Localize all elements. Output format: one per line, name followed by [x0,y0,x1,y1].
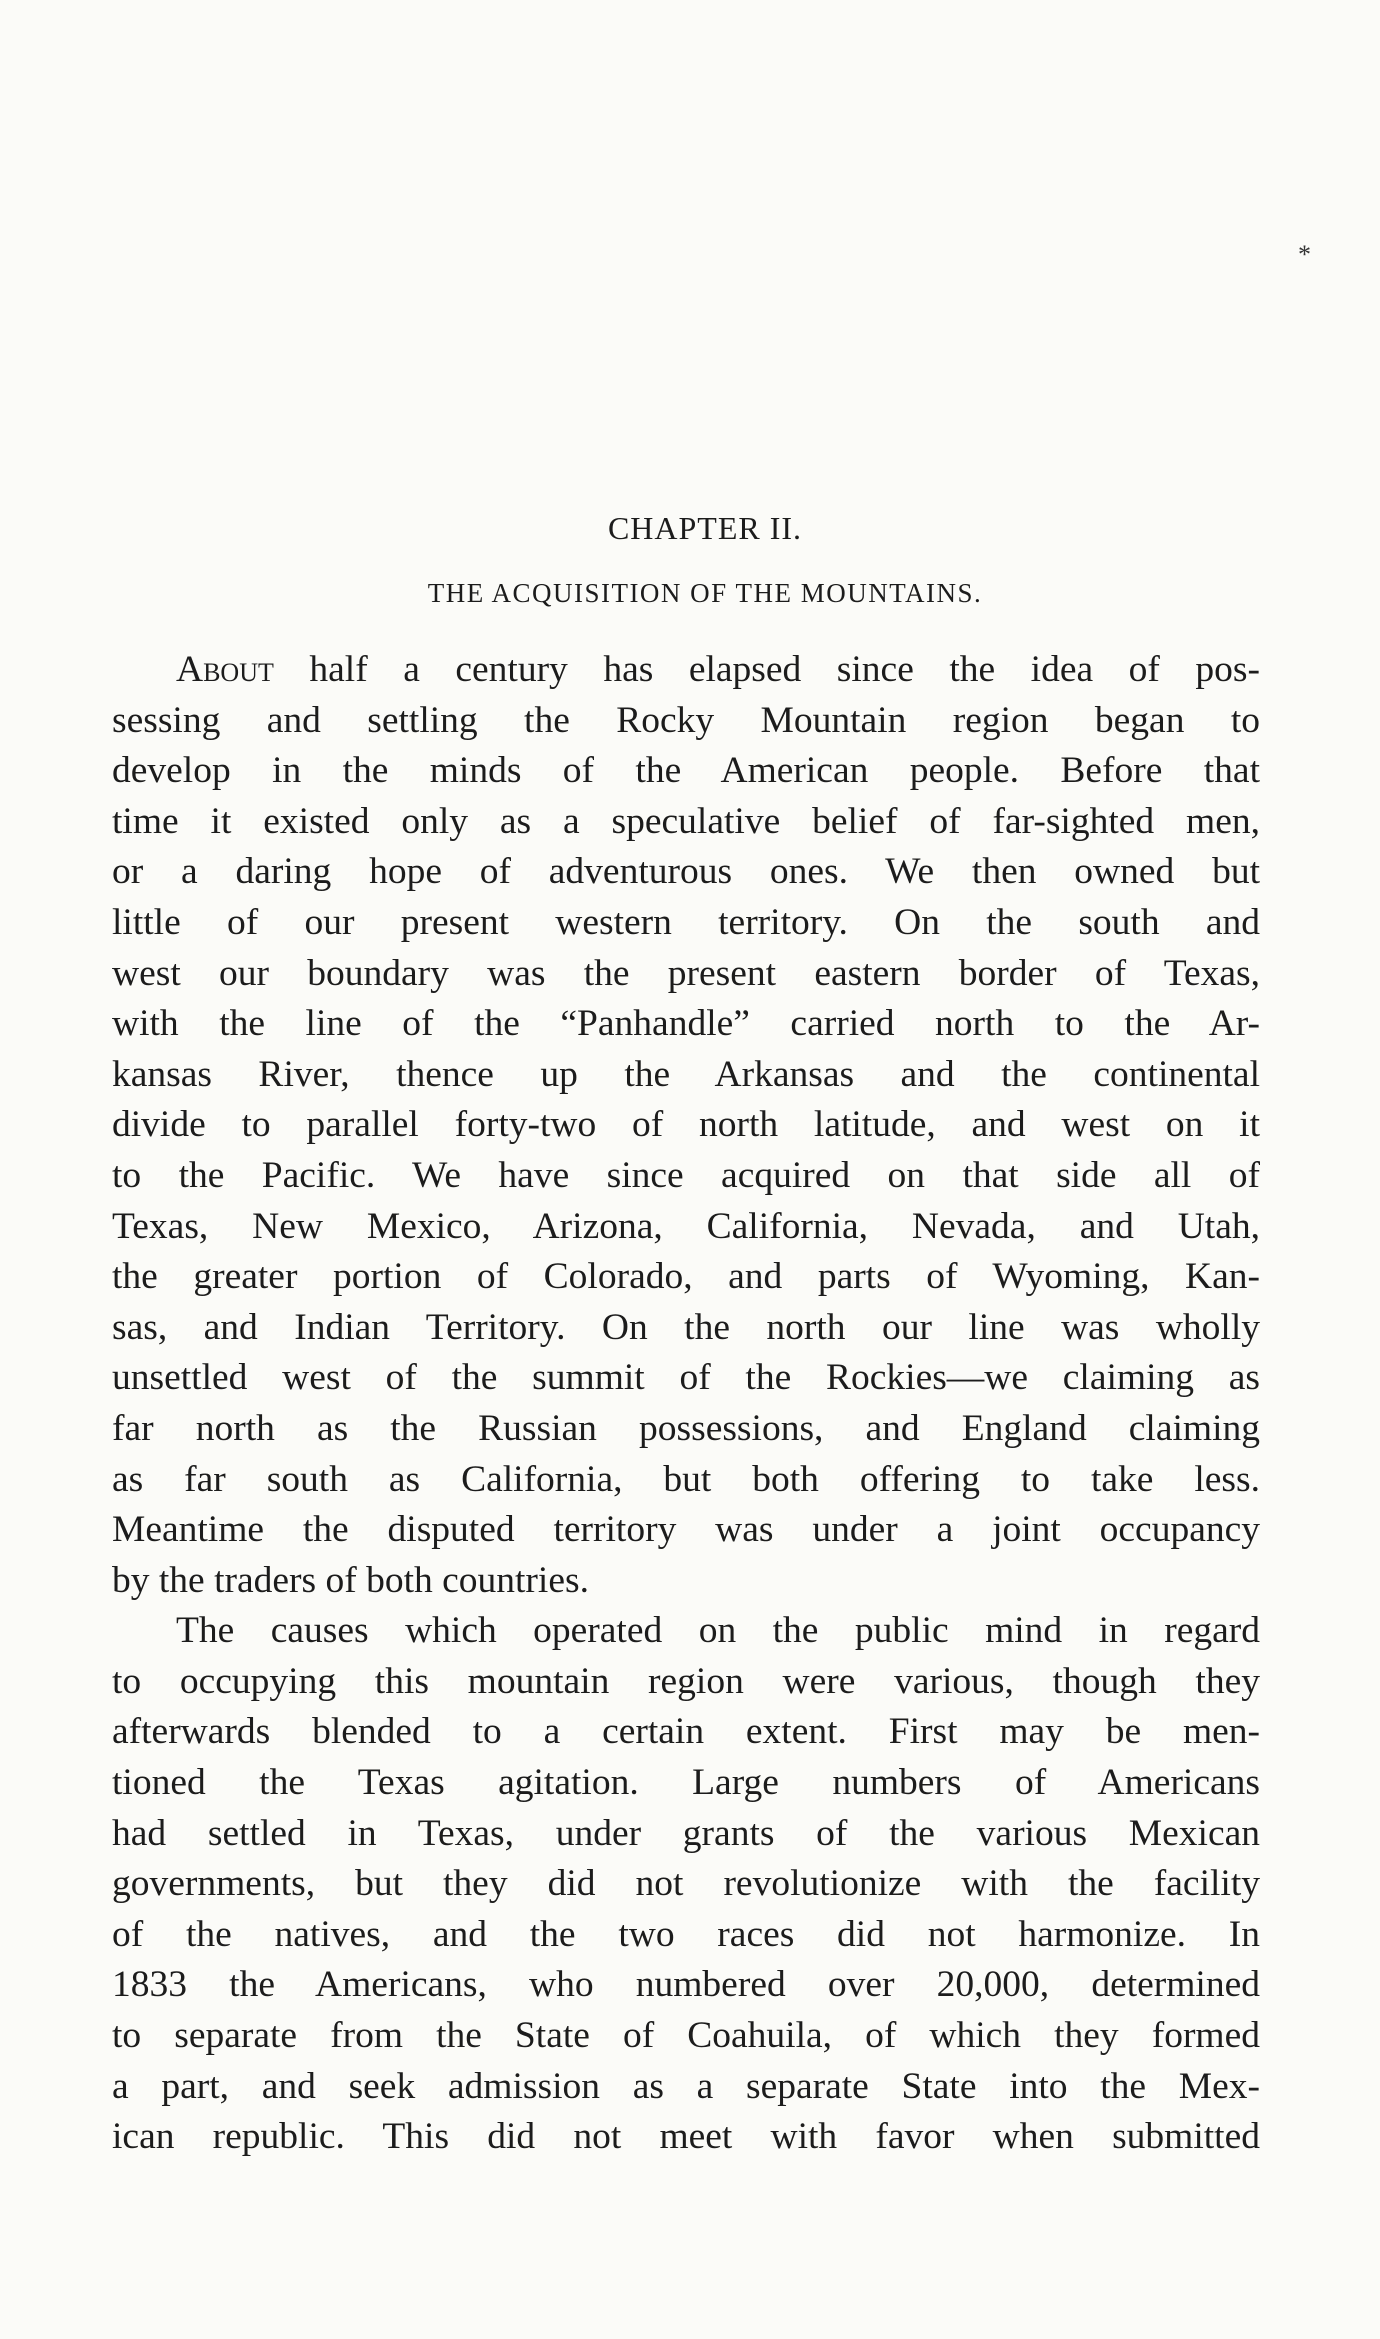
text-line: had settled in Texas, under grants of the various Mexican [112,1812,1260,1854]
paragraph-2 [112,1606,1260,2163]
text-line: as far south as California, but both offering to take less. [112,1458,1260,1500]
text-line: to separate from the State of Coahuila, of which they formed [112,2015,1260,2057]
text-line: divide to parallel forty-two of north latitude, and west on it [112,1104,1260,1146]
text-line: afterwards blended to a certain extent. First may be men- [112,1711,1260,1753]
text-line: ican republic. This did not meet with favor when submitted [112,2116,1260,2158]
text-line: west our boundary was the present eastern border of Texas, [112,952,1260,994]
text-line: governments, but they did not revolutionize with the facility [112,1863,1260,1905]
text-line: little of our present western territory. On the south and [112,901,1260,943]
text-line: to occupying this mountain region were various, though they [112,1660,1260,1702]
first-line-text: half a century has elapsed since the idea of pos- [273,649,1260,690]
text-line: develop in the minds of the American people. Before that [112,750,1260,792]
text-line: with the line of the “Panhandle” carried north to the Ar- [112,1003,1260,1045]
paragraph-1 [112,645,1260,1606]
text-line: the greater portion of Colorado, and parts of Wyoming, Kan- [112,1256,1260,1298]
chapter-number: CHAPTER II. [607,510,803,546]
text-line: tioned the Texas agitation. Large numbers of Americans [112,1762,1260,1804]
text-line: Meantime the disputed territory was under a joint occupancy [112,1509,1260,1551]
text-line: by the traders of both countries. [112,1559,589,1601]
corner-mark: * [1298,240,1311,269]
text-line: or a daring hope of adventurous ones. We then owned but [112,851,1260,893]
text-line: sessing and settling the Rocky Mountain region began to [112,699,1260,741]
text-line: Texas, New Mexico, Arizona, California, Nevada, and Utah, [112,1205,1260,1247]
paragraph-1-line-1 [112,645,1260,696]
drop-word: About [176,649,274,690]
text-line: kansas River, thence up the Arkansas and the continental [112,1053,1260,1095]
text-line: a part, and seek admission as a separate State into the Mex- [112,2065,1260,2107]
text-line: to the Pacific. We have since acquired on that side all of [112,1154,1260,1196]
text-line: sas, and Indian Territory. On the north our line was wholly [112,1306,1260,1348]
body-text [112,645,1260,2163]
chapter-title: THE ACQUISITION OF THE MOUNTAINS. [427,578,983,608]
text-line: unsettled west of the summit of the Rockies—we claiming as [112,1357,1260,1399]
text-line: far north as the Russian possessions, and England claiming [112,1407,1260,1449]
text-line: of the natives, and the two races did not harmonize. In [112,1913,1260,1955]
text-line: time it existed only as a speculative belief of far-sighted men, [112,800,1260,842]
text-line: The causes which operated on the public mind in regard [176,1610,1260,1652]
text-line: 1833 the Americans, who numbered over 20,000, determined [112,1964,1260,2006]
